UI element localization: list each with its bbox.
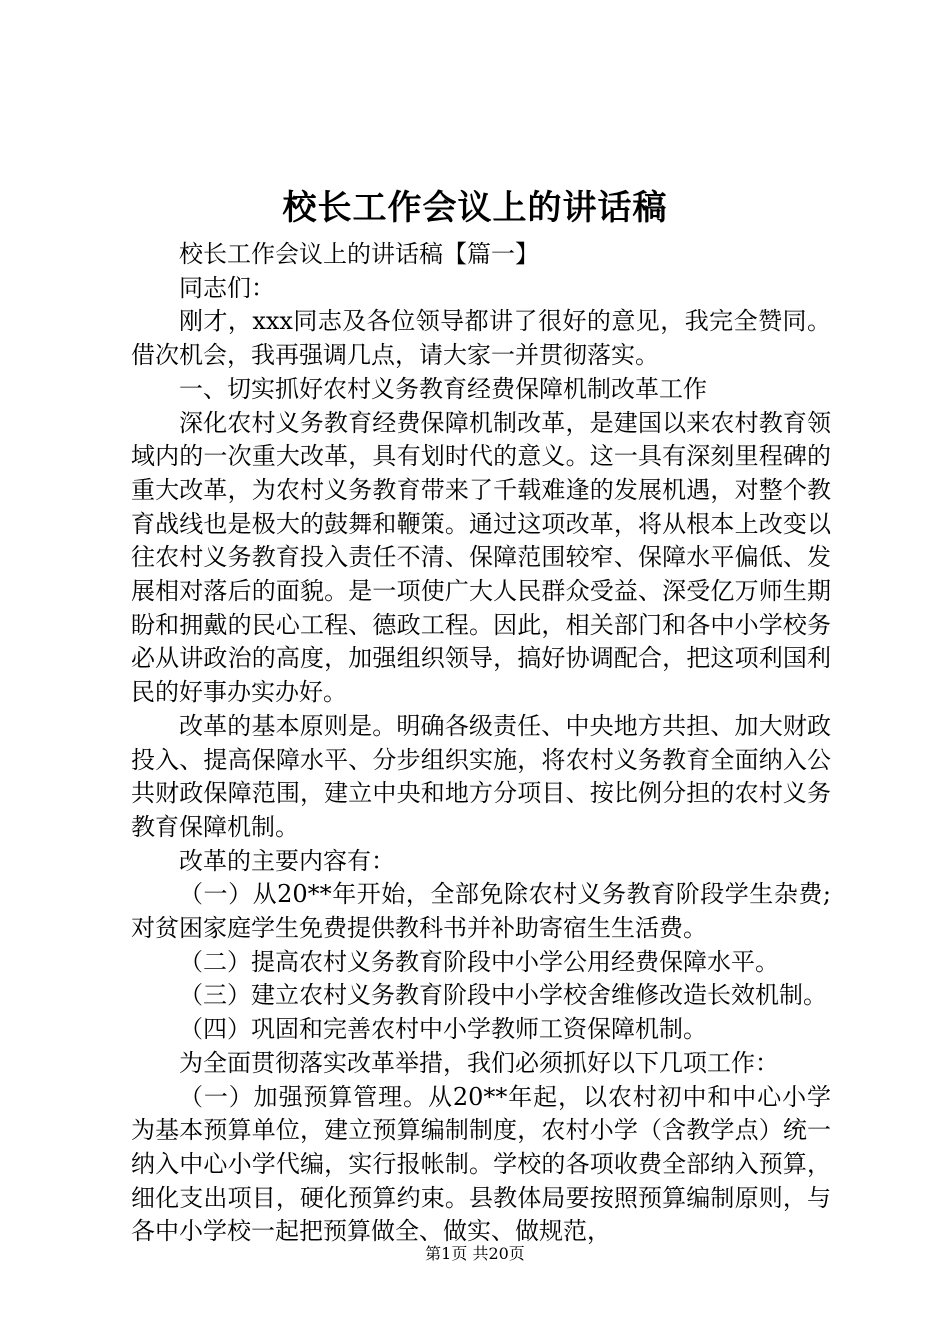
paragraph-basic-principles: 改革的基本原则是。明确各级责任、中央地方共担、加大财政投入、提高保障水平、分步组织实施，将农村义务教育全面纳入公共财政保障范围，建立中央和地方分项目、按比例分担的农村义务教育保障机制。 <box>131 711 831 841</box>
paragraph-section-one-heading: 一、切实抓好农村义务教育经费保障机制改革工作 <box>179 374 707 403</box>
paragraph-opening: 刚才，xxx同志及各位领导都讲了很好的意见，我完全赞同。借次机会，我再强调几点，请大家一并贯彻落实。 <box>131 307 831 370</box>
paragraph-heading-part-one: 校长工作会议上的讲话稿【篇一】 <box>179 240 539 268</box>
paragraph-main-content-intro: 改革的主要内容有： <box>179 846 395 875</box>
paragraph-salutation: 同志们： <box>179 273 275 302</box>
paragraph-reform-significance: 深化农村义务教育经费保障机制改革，是建国以来农村教育领域内的一次重大改革，具有划时代的意义。这一具有深刻里程碑的重大改革，为农村义务教育带来了千载难逢的发展机遇，对整个教育战线也是极大的鼓舞和鞭策。通过这项改革，将从根本上改变以往农村义务教育投入责任不清、保障范围较窄、保障水平偏低、发展相对落后的面貌。是一项使广大人民群众受益、深受亿万师生期盼和拥戴的民心工程、德政工程。因此，相关部门和各中小学校务必从讲政治的高度，加强组织领导，搞好协调配合，把这项利国利民的好事办实办好。 <box>131 408 831 707</box>
paragraph-item-one: （一）从20**年开始，全部免除农村义务教育阶段学生杂费;对贫困家庭学生免费提供教科书并补助寄宿生生活费。 <box>131 880 831 943</box>
paragraph-item-two: （二）提高农村义务教育阶段中小学公用经费保障水平。 <box>179 947 779 976</box>
paragraph-item-four: （四）巩固和完善农村中小学教师工资保障机制。 <box>179 1015 707 1044</box>
document-title: 校长工作会议上的讲话稿 <box>282 188 668 228</box>
page-number-footer: 第1页 共20页 <box>425 1244 525 1263</box>
paragraph-tasks-intro: 为全面贯彻落实改革举措，我们必须抓好以下几项工作： <box>179 1048 779 1077</box>
paragraph-task-budget: （一）加强预算管理。从20**年起，以农村初中和中心小学为基本预算单位，建立预算编制制度，农村小学（含教学点）统一纳入中心小学代编，实行报帐制。学校的各项收费全部纳入预算，细化支出项目，硬化预算约束。县教体局要按照预算编制原则，与各中小学校一起把预算做全、做实、做规范， <box>131 1082 831 1246</box>
paragraph-item-three: （三）建立农村义务教育阶段中小学校舍维修改造长效机制。 <box>179 981 827 1010</box>
document-body <box>131 238 831 1249</box>
